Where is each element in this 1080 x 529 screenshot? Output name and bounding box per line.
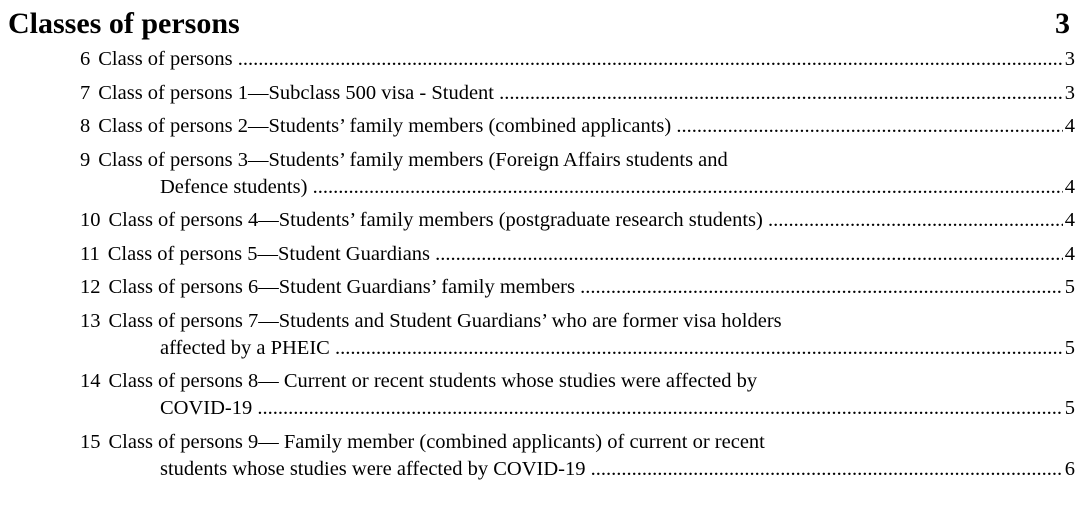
toc-entry[interactable] (80, 113, 1075, 140)
toc-entry-first-line (80, 308, 1063, 335)
toc-entry[interactable] (80, 429, 1075, 483)
toc-dot-leader (233, 48, 1063, 70)
toc-entry-title: Class of persons 7—Students and Student Guardians’ who are former visa holders (108, 309, 782, 332)
toc-entry-continuation (80, 456, 1063, 483)
toc-entry-number: 14 (80, 370, 101, 392)
toc-entry-number: 15 (80, 430, 101, 453)
toc-entry-number: 8 (80, 115, 91, 137)
toc-entry[interactable] (80, 147, 1075, 201)
toc-entry-text (80, 368, 1063, 422)
toc-entry-page-number: 4 (1064, 209, 1075, 231)
toc-entry-title: Class of persons 3—Students’ family members (Foreign Affairs students and (98, 148, 728, 171)
toc-entry-title: Class of persons 2—Students’ family members (combined applicants) (98, 115, 672, 137)
toc-entry-continuation (80, 335, 1063, 362)
toc-entry-first-line (80, 368, 1063, 395)
toc-entry-number: 10 (80, 209, 101, 231)
toc-entry[interactable] (80, 241, 1075, 268)
toc-dot-leader (252, 397, 1063, 419)
toc-dot-leader (330, 337, 1063, 359)
toc-dot-leader (763, 209, 1063, 231)
toc-entry-title: Class of persons 4—Students’ family members (postgraduate research students) (108, 209, 763, 231)
toc-entry-number: 9 (80, 148, 91, 171)
toc-entry-title: Class of persons 9— Family member (combined applicants) of current or recent (108, 430, 765, 453)
toc-entry-page-number: 6 (1064, 457, 1075, 480)
toc-heading-title: Classes of persons (8, 7, 240, 40)
toc-entry-text (80, 207, 1063, 234)
toc-entry-number: 7 (80, 81, 91, 104)
toc-dot-leader (585, 458, 1062, 480)
toc-dot-leader (430, 243, 1063, 265)
toc-entry-page-number: 3 (1064, 48, 1075, 70)
toc-entry[interactable] (80, 46, 1075, 73)
toc-entry[interactable] (80, 80, 1075, 107)
toc-entry-title-continued: Defence students) (160, 175, 308, 198)
toc-entry-text (80, 308, 1063, 362)
toc-entry-title: Class of persons 6—Student Guardians’ family members (108, 276, 575, 298)
toc-entry[interactable] (80, 207, 1075, 234)
toc-entry-text (80, 80, 1063, 107)
toc-entry-title-continued: affected by a PHEIC (160, 336, 330, 359)
toc-entry-title: Class of persons 8— Current or recent students whose studies were affected by (108, 370, 758, 392)
toc-entry-number: 13 (80, 309, 101, 332)
toc-dot-leader (575, 276, 1063, 298)
toc-entry-text (80, 274, 1063, 301)
toc-entry-page-number: 3 (1064, 81, 1075, 104)
toc-entry-list (80, 46, 1075, 489)
toc-entry-title: Class of persons 1—Subclass 500 visa - Student (98, 81, 494, 104)
toc-entry-title: Class of persons 5—Student Guardians (107, 242, 431, 265)
toc-entry-page-number: 5 (1064, 276, 1075, 298)
toc-heading-page-number: 3 (1055, 7, 1070, 40)
toc-entry-page-number: 5 (1064, 336, 1075, 359)
toc-entry-title-continued: COVID-19 (160, 397, 253, 419)
toc-entry-title: Class of persons (98, 48, 233, 70)
toc-entry-page-number: 5 (1064, 397, 1075, 419)
toc-entry-continuation (80, 395, 1063, 422)
toc-heading[interactable] (8, 4, 1070, 44)
toc-entry-page-number: 4 (1064, 115, 1075, 137)
toc-entry-continuation (80, 174, 1063, 201)
toc-dot-leader (494, 82, 1063, 104)
toc-entry-title-continued: students whose studies were affected by COVID-19 (160, 457, 586, 480)
toc-entry-text (80, 147, 1063, 201)
toc-entry-number: 11 (80, 242, 100, 265)
toc-entry-text (80, 46, 1063, 73)
toc-entry-page-number: 4 (1064, 175, 1075, 198)
toc-entry[interactable] (80, 274, 1075, 301)
toc-entry-text (80, 113, 1063, 140)
toc-dot-leader (671, 115, 1063, 137)
toc-dot-leader (307, 176, 1062, 198)
toc-entry[interactable] (80, 368, 1075, 422)
toc-entry-first-line (80, 147, 1063, 174)
toc-entry[interactable] (80, 308, 1075, 362)
toc-entry-first-line (80, 429, 1063, 456)
toc-entry-text (80, 241, 1063, 268)
toc-entry-number: 12 (80, 276, 101, 298)
toc-entry-page-number: 4 (1064, 242, 1075, 265)
toc-entry-text (80, 429, 1063, 483)
toc-entry-number: 6 (80, 48, 91, 70)
